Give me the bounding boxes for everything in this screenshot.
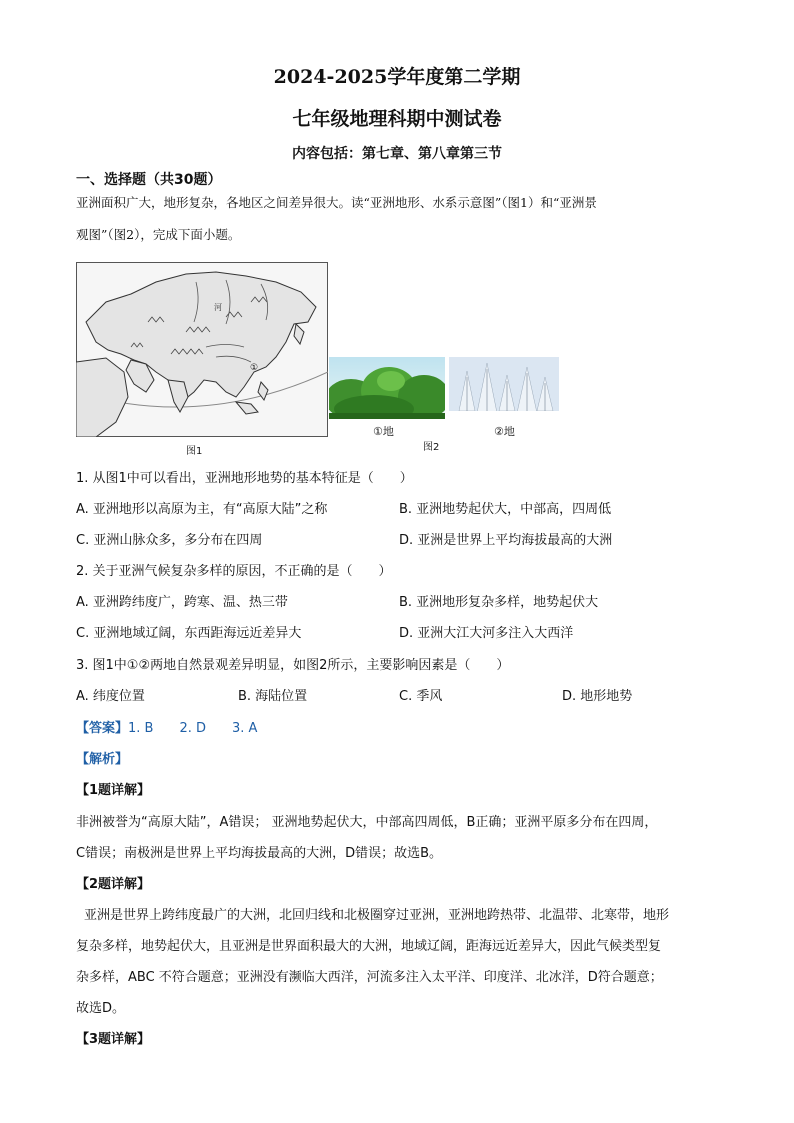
detail-3-label: 【3题详解】 (76, 1032, 151, 1047)
detail-2-line-3: 杂多样，ABC 不符合题意；亚洲没有濒临大西洋，河流多注入太平洋、印度洋、北冰洋，D符合题意； (76, 970, 663, 985)
q3-option-d: D. 地形地势 (562, 689, 633, 704)
photo1-caption: ①地 (373, 425, 394, 438)
forest-photo (329, 357, 445, 419)
green-forest-image (329, 357, 445, 419)
detail-2-line-4: 故选D。 (76, 1001, 126, 1016)
answer-label: 【答案】 (76, 721, 129, 736)
answer-text: 1. B 2. D 3. A (128, 721, 258, 736)
fig2-caption: 图2 (423, 442, 440, 453)
q2-option-d: D. 亚洲大江大河多注入大西洋 (399, 626, 574, 641)
exam-title: 七年级地理科期中测试卷 (292, 108, 502, 130)
question-3-stem: 3. 图1中①②两地自然景观差异明显，如图2所示，主要影响因素是（ ） (76, 658, 510, 673)
intro-line-1: 亚洲面积广大，地形复杂，各地区之间差异很大。读“亚洲地形、水系示意图”（图1）和“亚洲景 (76, 195, 597, 210)
map-river-label: 河 (214, 303, 222, 312)
fig1-caption: 图1 (186, 446, 203, 457)
q1-option-b: B. 亚洲地势起伏大，中部高，四周低 (399, 502, 612, 517)
question-2-stem: 2. 关于亚洲气候复杂多样的原因，不正确的是（ ） (76, 564, 392, 579)
analysis-label: 【解析】 (76, 752, 129, 767)
snow-photo (449, 357, 559, 419)
section-title: 一、选择题（共30题） (76, 172, 222, 188)
q1-option-d: D. 亚洲是世界上平均海拔最高的大洲 (399, 533, 613, 548)
q3-option-c: C. 季风 (399, 689, 443, 704)
question-1-stem: 1. 从图1中可以看出，亚洲地形地势的基本特征是（ ） (76, 471, 413, 486)
asia-map-drawing (76, 262, 328, 437)
detail-2-label: 【2题详解】 (76, 877, 151, 892)
q2-option-a: A. 亚洲跨纬度广，跨寒、温、热三带 (76, 595, 288, 610)
answer-row (76, 717, 257, 736)
q2-option-c: C. 亚洲地域辽阔，东西距海远近差异大 (76, 626, 302, 641)
q3-option-a: A. 纬度位置 (76, 689, 145, 704)
detail-2-line-1: 亚洲是世界上跨纬度最广的大洲，北回归线和北极圈穿过亚洲，亚洲地跨热带、北温带、北寒带，地形 (84, 908, 670, 923)
detail-2-line-2: 复杂多样，地势起伏大，且亚洲是世界面积最大的大洲，地域辽阔，距海远近差异大，因此气候类型复 (76, 939, 662, 954)
asia-map-figure (76, 262, 328, 437)
exam-scope: 内容包括：第七章、第八章第三节 (292, 146, 502, 162)
detail-1-label: 【1题详解】 (76, 783, 151, 798)
q1-option-a: A. 亚洲地形以高原为主，有“高原大陆”之称 (76, 502, 328, 517)
intro-line-2: 观图”（图2），完成下面小题。 (76, 227, 241, 242)
map-marker-1: ① (250, 363, 259, 373)
q3-option-b: B. 海陆位置 (238, 689, 308, 704)
q1-option-c: C. 亚洲山脉众多，多分布在四周 (76, 533, 263, 548)
detail-1-line-1: 非洲被誉为“高原大陆”，A错误； 亚洲地势起伏大，中部高四周低，B正确；亚洲平原多分布在四周， (76, 815, 658, 830)
q2-option-b: B. 亚洲地形复杂多样，地势起伏大 (399, 595, 599, 610)
snowy-forest-image (449, 357, 559, 419)
photo2-caption: ②地 (494, 425, 515, 438)
detail-1-line-2: C错误；南极洲是世界上平均海拔最高的大洲，D错误；故选B。 (76, 846, 443, 861)
exam-year-title: 2024-2025学年度第二学期 (273, 66, 521, 88)
